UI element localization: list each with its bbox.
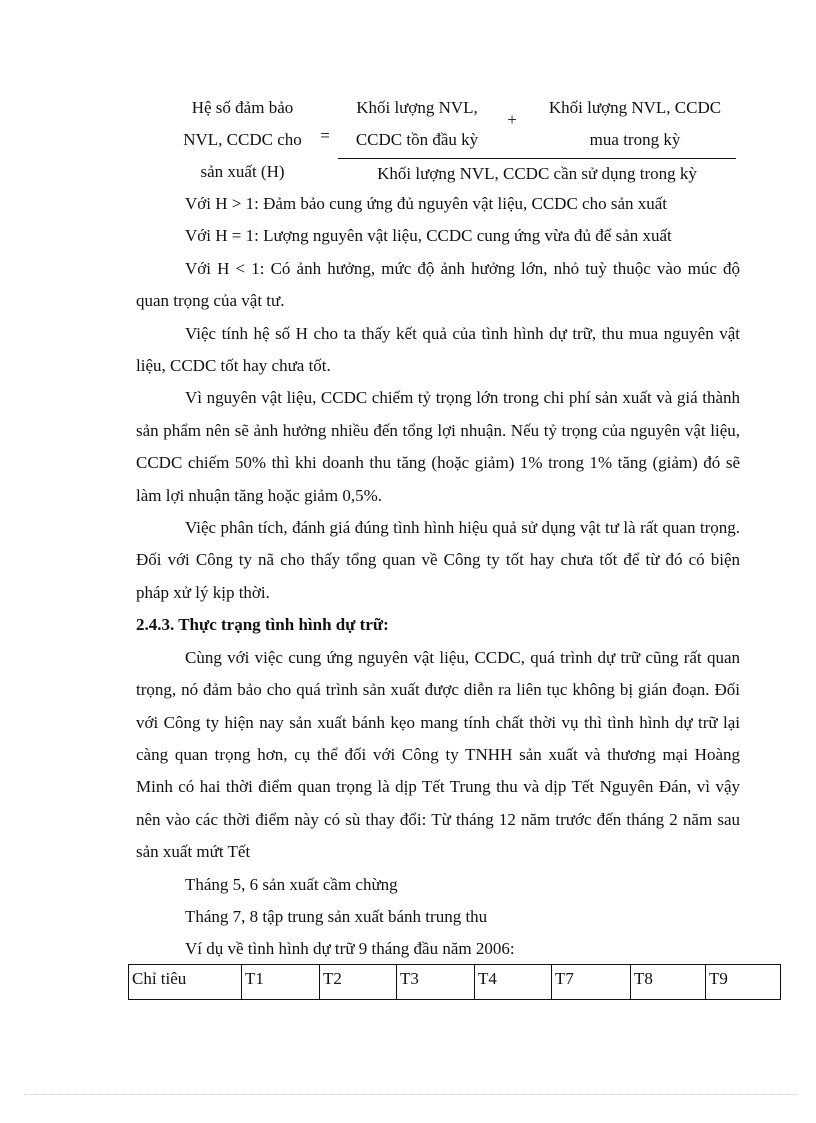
reserve-table: [128, 964, 781, 1000]
table-header-cell: T7: [552, 965, 631, 1000]
paragraph-h-greater: Với H > 1: Đảm bảo cung ứng đủ nguyên vật liệu, CCDC cho sản xuất: [185, 194, 668, 213]
page-footer-divider: [24, 1094, 796, 1095]
formula-left-line-3: sản xuất (H): [200, 162, 285, 181]
table-header-cell: T3: [397, 965, 475, 1000]
numerator-term-1-line-1: Khối lượng NVL,: [356, 98, 478, 117]
table-header-row: [129, 965, 781, 1000]
formula-left-line-2: NVL, CCDC cho: [183, 130, 302, 149]
table-header-cell: T2: [320, 965, 397, 1000]
paragraph-h-less: Với H < 1: Có ảnh hưởng, mức độ ảnh hưởng lớn, nhỏ tuỳ thuộc vào múc độ quan trọng của vật tư.: [136, 258, 740, 311]
paragraph-h-equal: Với H = 1: Lượng nguyên vật liệu, CCDC cung ứng vừa đủ để sản xuất: [185, 226, 672, 246]
paragraph-cost-share: Vì nguyên vật liệu, CCDC chiếm tỷ trọng lớn trong chi phí sản xuất và giá thành sản phẩm nên sẽ ảnh hưởng nhiều đến tổng lợi nhuận. Nếu tỷ trọng của nguyên vật liệu, CCDC chiếm 50% thì khi doanh thu tăng (hoặc giảm) 1% trong 1% tăng (giảm) đó sẽ làm lợi nhuận tăng hoặc giảm 0,5%.: [136, 388, 740, 505]
numerator-term-1-line-2: CCDC tồn đầu kỳ: [355, 130, 479, 149]
paragraph-example-intro: Ví dụ về tình hình dự trữ 9 tháng đầu năm 2006:: [185, 939, 515, 959]
formula-numerator-term-2: [520, 92, 750, 156]
numerator-term-2-line-2: mua trong kỳ: [589, 130, 681, 149]
table-header-cell: T4: [475, 965, 552, 1000]
body-text: [136, 188, 740, 966]
paragraph-month-7-8: Tháng 7, 8 tập trung sản xuất bánh trung thu: [185, 906, 488, 926]
coefficient-formula: [160, 92, 750, 192]
paragraph-reserve-status: Cùng với việc cung ứng nguyên vật liệu, CCDC, quá trình dự trữ cũng rất quan trọng, nó đảm bảo cho quá trình sản xuất được diễn ra liên tục không bị gián đoạn. Đối với Công ty hiện nay sản xuất bánh kẹo mang tính chất thời vụ thì tình hình dự trữ lại càng quan trọng hơn, cụ thể đối với Công ty TNHH sản xuất và thương mại Hoàng Minh có hai thời điểm quan trọng là dịp Tết Trung thu và dịp Tết Nguyên Đán, vì vậy nên vào các thời điểm này có sù thay đổi: Từ tháng 12 năm trước đến tháng 2 năm sau sản xuất mứt Tết: [136, 647, 740, 862]
paragraph-analysis: Việc phân tích, đánh giá đúng tình hình hiệu quả sử dụng vật tư là rất quan trọng. Đối với Công ty nã cho thấy tổng quan về Công ty tốt hay chưa tốt để từ đó có biện pháp xử lý kịp thời.: [136, 518, 740, 602]
formula-denominator: Khối lượng NVL, CCDC cần sử dụng trong kỳ: [377, 164, 697, 183]
formula-equals-sign: =: [320, 126, 330, 145]
section-heading: 2.4.3. Thực trạng tình hình dự trữ:: [136, 615, 389, 635]
table-header-cell: T9: [706, 965, 781, 1000]
formula-numerator-term-1: [342, 92, 492, 156]
table-header-cell: Chỉ tiêu: [129, 965, 242, 1000]
table-header-cell: T1: [242, 965, 320, 1000]
paragraph-h-meaning: Việc tính hệ số H cho ta thấy kết quả của tình hình dự trữ, thu mua nguyên vật liệu, CCDC tốt hay chưa tốt.: [136, 323, 740, 376]
formula-plus-sign: +: [507, 110, 517, 129]
paragraph-month-5-6: Tháng 5, 6 sản xuất cầm chừng: [185, 874, 398, 894]
formula-left-side: [160, 92, 325, 188]
numerator-term-2-line-1: Khối lượng NVL, CCDC: [548, 98, 722, 117]
table-header-cell: T8: [631, 965, 706, 1000]
formula-left-line-1: Hệ số đảm bảo: [191, 98, 294, 117]
